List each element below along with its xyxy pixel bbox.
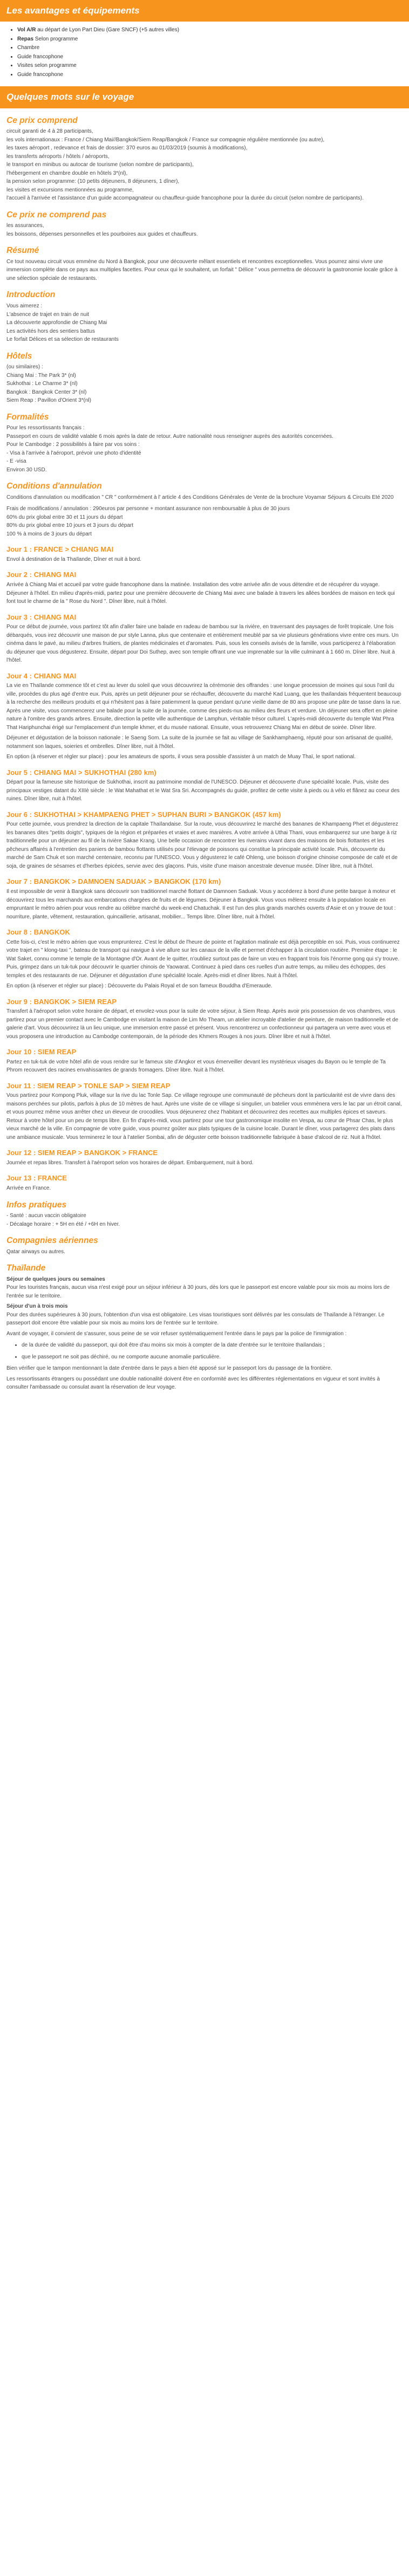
day-section [6,1149,403,1167]
thailande-after-text: Bien vérifier que le tampon mentionnant la date d'entrée dans le pays a bien été apposé sur le passeport lors du passage de la frontière. [6,1365,332,1372]
day-paragraph: Vous partirez pour Kompong Pluk, village sur la rive du lac Tonle Sap. Ce village regroupe une communauté de pêcheurs dont la particularité est de vivre dans des maisons perchées sur pilotis, parfois à plus de 10 mètres de haut. Après une visite de ce village si singulier, un batelier vous emmènera vers le lac par un étroit canal, et vous pourrez même vous arrêter chez un éleveur de crocodiles. Vous déjeunerez chez l'habitant et découvrirez des recettes aux multiples épices et saveurs. Retour à votre hôtel pour un peu de temps libre. En fin d'après-midi, vous partirez pour une tour gastronomique insolite en Vespa, au cœur de Phsar Chas, le plus vieux marché de la ville. En compagnie de votre guide, vous pourrez goûter aux plats typiques de la cuisine locale. Durant le dîner, vous partagerez des plats dans une ambiance musicale. Vous terminerez le tour à l'atelier Sombai, afin de déguster cette boisson traditionnelle fabriquée à base d'alcool de riz. Nuit à l'hôtel. [6,1093,402,1141]
text-line: (ou similaires) : [6,364,43,370]
advantage-item-text: Guide francophone [17,53,64,60]
trip-words-banner: Quelques mots sur le voyage [0,86,409,108]
day-section [6,877,403,921]
companies-title: Compagnies aériennes [6,1236,98,1246]
text-line: - Décalage horaire : + 5H en été / +6H en hiver. [6,1221,120,1227]
advantage-item [17,44,409,52]
advantages-list [0,26,409,79]
text-line: l'accueil à l'arrivée et l'assistance d'un guide accompagnateur ou chauffeur-guide francophone pour la durée du circuit (selon nombre de participants). [6,195,364,202]
formalites-list [6,424,403,474]
text-line: Qatar airways ou autres. [6,1248,65,1255]
day-paragraph: Déjeuner et dégustation de la boisson nationale : le Saeng Som. La suite de la journée se fait au village de Sankhamphaeng, réputé pour son artisanat de qualité, notamment son laques, soieries et ombrelles. Dîner libre, nuit à l'hôtel. [6,735,393,750]
itinerary [6,545,403,1192]
text-line: 100 % à moins de 3 jours du départ [6,531,92,537]
infos-list [6,1212,403,1228]
text-line: les visites et excursions mentionnées au programme, [6,187,134,193]
advantage-item [17,26,409,35]
conditions-title: Conditions d'annulation [6,482,102,491]
text-line: l'hébergement en chambre double en hôtels 3*(nl), [6,170,128,176]
prix-non-compris-list [6,222,403,238]
text-line: - Visa à l'arrivée à l'aéroport, prévoir une photo d'identité [6,450,141,456]
advantage-item-text: au départ de Lyon Part Dieu (Gare SNCF) (+5 autres villes) [36,27,180,33]
text-line: Vous aimerez : [6,303,43,310]
day-paragraph: Il est impossible de venir à Bangkok sans découvrir son traditionnel marché flottant de Damnoen Saduak. Vous y accéderez à bord d'une petite barque à moteur et découvrirez tous les marchands aux embarcations chargées de fruits et de légumes. Déjeuner à Bangkok. Vous vous mêlerez ensuite à la population locale en empruntant le métro aérien pour vous rendre au célèbre marché du week-end Chatuchak. Il est l'un des plus grands marchés ouverts d'Asie et on y trouve de tout : nourriture, plante, vêtement, restauration, quincaillerie, artisanat, mobilier... Temps libre. Dîner libre, nuit à l'hôtel. [6,889,396,920]
day-title: Jour 13 : FRANCE [6,1174,67,1183]
day-title: Jour 4 : CHIANG MAI [6,671,77,680]
advantage-item [17,61,409,70]
prix-compris-list [6,127,403,203]
day-section [6,998,403,1041]
day-section [6,1174,403,1192]
day-title: Jour 7 : BANGKOK > DAMNOEN SADUAK > BANGKOK (170 km) [6,877,221,886]
advantage-item [17,71,409,79]
day-title: Jour 1 : FRANCE > CHIANG MAI [6,545,114,554]
day-paragraph: Départ pour la fameuse site historique de Sukhothai, inscrit au patrimoine mondial de l'UNESCO. Déjeuner et découverte d'une spécialité locale. Puis, visite des principaux vestiges datant du XIIIè siècle : le Wat Mahathat et le Wat Sra Sri. Accompagnés du guide, profitez de cette visite à pieds ou à vélo et flânez au coeur des ruines. Dîner libre, nuit à l'hôtel. [6,779,400,802]
text-line: La découverte approfondie de Chiang Mai [6,320,107,326]
advantage-item-bold: Vol A/R [17,27,36,33]
formalites-title: Formalités [6,412,49,422]
day-title: Jour 2 : CHIANG MAI [6,571,77,579]
day-title: Jour 3 : CHIANG MAI [6,613,77,621]
text-line: Sukhothai : Le Charme 3* (nl) [6,381,78,387]
text-line: Les activités hors des sentiers battus [6,328,95,334]
thailande-bullet: • de la durée de validité du passeport, qui doit être d'au moins six mois à compter de la date d'entrée sur le territoire thaïlandais ; [22,1341,403,1350]
thailande-bullets [6,1341,403,1361]
text-line: Environ 30 USD. [6,466,47,473]
day-section [6,1048,403,1075]
day-paragraph: Pour cette journée, vous prendrez la direction de la capitale Thaïlandaise. Sur la route, vous découvrirez le marché des bananes de Khampaeng Phet et dégusterez les bananes dites "petits doigts", typiques de la région et préparées et vraies et avec manières. A votre arrivée à Uthai Thani, vous embarquerez sur une barge à riz traditionnelle pour un déjeuner au fil de la rivière Sakae Krang. Une belle occasion de rencontrer les riverains vivant dans des maisons de bois flottantes et les pêcheurs affairés à l'entretien des paniers de bambou flottants utilisés pour l'élevage de poissons qui constitue la principale activité locale. Puis, découverte du marché de Sam Chuk et son marché centenaire, reconnu par l'UNESCO. Vous y dégusterez le café Ohleng, une boisson d'origine chinoise composée de café et de soja, de graines de sésames et d'herbes épicées, servie avec des glaçons. Puis, visite d'une maison ancestrale devenue musée. Dîner libre, nuit à l'hôtel. [6,821,398,869]
thailande-block-text: Avant de voyager, il convient de s'assurer, sous peine de se voir refuser systématiquement l'entrée dans le pays par la police de l'immigration : [6,1330,347,1337]
hotels-title: Hôtels [6,351,32,361]
day-section [6,545,403,564]
infos-title: Infos pratiques [6,1200,67,1210]
day-section [6,928,403,991]
text-line: Le forfait Délices et sa sélection de restaurants [6,336,119,343]
text-line: les transferts aéroports / hôtels / aéroports, [6,153,110,160]
day-title: Jour 6 : SUKHOTHAI > KHAMPAENG PHET > SUPHAN BURI > BANGKOK (457 km) [6,810,281,819]
thailande-block-text: Pour des durées supérieures à 30 jours, l'obtention d'un visa est obligatoire. Les visas touristiques sont délivrés par les consulats de Thaïlande à l'étranger. Le passeport doit encore être valable pour six mois au moins lors de l'entrée sur le territoire. [6,1311,385,1327]
conditions-list [6,493,403,539]
text-line: les vols internationaux : France / Chiang Mai//Bangkok/Siem Reap/Bangkok / France sur compagnie régulière mentionnée (ou autre), [6,136,325,143]
day-paragraph: Partez en tuk-tuk de votre hôtel afin de vous rendre sur le fameux site d'Angkor et vous émerveiller devant les mystérieux visages du Bayon ou le temple de Ta Phrom recouvert des racines envahissantes de grands fromagers. Dîner libre. Nuit à l'hôtel. [6,1059,386,1074]
text-line: - E -visa [6,458,26,465]
thailande-block-text: Pour les touristes français, aucun visa n'est exigé pour un séjour inférieur à 30 jours, dès lors que le passeport est encore valable pour six mois au moins lors de l'entrée sur le territoire. [6,1284,390,1299]
hotels-list [6,363,403,405]
text-line: 60% du prix global entre 30 et 11 jours du départ [6,514,123,520]
thailande-after-text: Les ressortissants étrangers ou possédant une double nationalité doivent être en conformité avec les différentes réglementations en vigueur et sont invités à consulter l'ambassade ou consulat avant la réservation de leur voyage. [6,1376,380,1391]
day-section [6,571,403,606]
text-line: Siem Reap : Pavillon d'Orient 3*(nl) [6,397,91,404]
text-line: circuit garanti de 4 à 28 participants, [6,128,93,135]
advantages-banner: Les avantages et équipements [0,0,409,22]
text-line: L'absence de trajet en train de nuit [6,311,90,318]
prix-compris-title: Ce prix comprend [6,115,78,125]
text-line: les boissons, dépenses personnelles et les pourboires aux guides et chauffeurs. [6,231,198,237]
text-line: - Santé : aucun vaccin obligatoire [6,1213,86,1219]
day-section [6,1082,403,1142]
day-title: Jour 8 : BANGKOK [6,928,70,936]
day-paragraph: Journée et repas libres. Transfert à l'aéroport selon vos horaires de départ. Embarquement, nuit à bord. [6,1159,254,1166]
day-section [6,810,403,871]
advantage-item [17,53,409,61]
thailande-title: Thaïlande [6,1263,46,1273]
text-line: Passeport en cours de validité valable 6 mois après la date de retour. Autre nationalité nous renseigner auprès des autorités concernées. [6,433,333,439]
text-line: le transport en minibus ou autocar de tourisme (selon nombre de participants), [6,162,194,168]
advantage-item [17,35,409,44]
advantage-item-text: Chambre [17,45,40,51]
text-line: les taxes aéroport , redevance et frais de dossier: 370 euros au 01/03/2019 (soumis à modifications), [6,145,248,152]
day-title: Jour 12 : SIEM REAP > BANGKOK > FRANCE [6,1149,158,1157]
day-title: Jour 5 : CHIANG MAI > SUKHOTHAI (280 km) [6,768,156,777]
day-paragraph: Cette fois-ci, c'est le métro aérien que vous emprunterez. C'est le début de l'heure de pointe et l'agitation matinale est déjà perceptible en soi. Puis, vous continuerez votre trajet en " klong-taxi ", bateau de transport qui navigue à vive allure sur les canaux de la ville et permet d'échapper à la circulation routière. Première étape : le Wat Saket, connu comme le temple de la Montagne d'Or. Avant de le quitter, n'oubliez surtout pas de faire un vœu en frappant trois fois l'énorme gong qui s'y trouve. Puis, grimpez dans un tuk-tuk pour découvrir le quartier chinois de Yaowarat. Continuez à pied dans ces ruelles d'un autre temps, au milieu des échoppes, des temples et des restaurants de rue. Déjeuner et dégustation d'une spécialité locale. Après-midi et dîner libres. Nuit à l'hôtel. [6,939,400,979]
day-title: Jour 11 : SIEM REAP > TONLE SAP > SIEM REAP [6,1081,171,1090]
text-line: Frais de modifications / annulation : 290euros par personne + montant assurance non remboursable à plus de 30 jours [6,506,290,512]
text-line: les assurances, [6,223,44,229]
thailande-block-heading: Séjour de quelques jours ou semaines [6,1276,105,1282]
day-section [6,613,403,665]
day-paragraph: Envol à destination de la Thaïlande, Dîner et nuit à bord. [6,556,141,562]
day-paragraph: En option (à réserver et régler sur place) : Découverte du Palais Royal et de son fameux Bouddha d'Emeraude. [6,983,272,990]
text-line: Bangkok : Bangkok Center 3* (nl) [6,389,87,395]
day-paragraph: Arrivée à Chiang Mai et accueil par votre guide francophone dans la matinée. Installation des votre arrivée afin de vous détendre et de récupérer du voyage. Déjeuner à l'hôtel. En milieu d'après-midi, partez pour une première découverte de Chiang Mai avec une balade à travers les allées bordées de maison en teck qui font tout le charme de la " Rose du Nord ". Dîner libre, nuit à l'hôtel. [6,582,395,605]
introduction-list [6,302,403,344]
text-line: Chiang Mai : The Park 3* (nl) [6,372,76,379]
resume-text: Ce tout nouveau circuit vous emmène du Nord à Bangkok, pour une découverte mêlant essentiels et rencontres exceptionnelles. Vous pourrez ainsi vivre une immersion complète dans ce pays aux multiples facettes. Pour ceux qui le souhaitent, un forfait " Délice " vous permettra de découvrir la gastronomie locale grâce à une sélection spéciale de restaurants. [6,258,398,281]
introduction-title: Introduction [6,290,56,300]
companies-list [6,1248,403,1256]
text-line: Pour le Cambodge : 2 possibilités à faire par vos soins : [6,442,140,448]
trip-content [0,116,409,1392]
day-paragraph: En option (à réserver et régler sur place) : pour les amateurs de sports, il vous sera possible d'assister à un match de Muay Thaï, le sport national. [6,754,356,760]
prix-non-compris-title: Ce prix ne comprend pas [6,210,107,219]
advantage-item-text: Selon programme [33,36,78,42]
thailande-after [6,1364,403,1392]
advantage-item-text: Guide francophone [17,71,64,78]
day-paragraph: Transfert à l'aéroport selon votre horaire de départ, et envolez-vous pour la suite de votre séjour, à Siem Reap. Après avoir pris possession de vos chambres, vous partirez pour un premier contact avec le Cambodge en visitant la maison de Lim Mo Theam, un atelier incroyable d'atelier de peinture, de maison traditionnelle et de galerie d'art. Vous découvrirez là un lieu unique, une immersion entre passé et présent. Vous rencontrerez un confectionneur qui partagera un verre avec vous et vous proposera une introduction au Cambodge contemporain, de la période des Khmers Rouges à nos jours. Dîner libre et nuit à l'hôtel. [6,1008,399,1040]
advantage-item-bold: Repas [17,36,34,42]
day-section [6,768,403,803]
day-title: Jour 9 : BANGKOK > SIEM REAP [6,997,117,1006]
thailande-bullet: • que le passeport ne soit pas déchiré, ou ne comporte aucune anomalie particulière. [22,1353,403,1362]
text-line: Pour les ressortissants français : [6,425,85,431]
text-line: la pension selon programme: (10 petits déjeuners, 8 déjeuners, 1 dîner), [6,178,180,185]
text-line: Conditions d'annulation ou modification " CR " conformément à l' article 4 des Conditions Générales de Vente de la brochure Voyamar Séjours & Circuits Eté 2020 [6,494,394,500]
day-paragraph: La vie en Thaïlande commence tôt et c'est au lever du soleil que vous découvrirez la cérémonie des offrandes : une longue procession de moines qui sous l'œil du ville, procèdes du plus agé d'entre eux. Puis, après un petit déjeuner pour se réchauffer, découverte du marché Kad Luang, que les thaïlandais fréquentent beaucoup à la recherche des meilleurs produits et qui n'hésitent pas à faire patiemment la queue pendant qu'une vieille dame de 80 ans propose une pâte de tasse dans la rue. Après une visite, vous commencerez une balade pour la suite de la journée, comme des pieds-nus au milieu des fleurs et verdure. Un déjeuner sera offert en pleine nature à l'ombre des grands arbres. Ensuite, direction la petite ville authentique de Lamphun, véritable trésor culturel. L'après-midi découverte du temple Wat Phra That Hariphunchai érigé sur l'emplacement d'un temple khmer, et du musée national. Ensuite, vous retrouverez Chiang Mai en début de soirée. Dîner libre. [6,683,401,731]
day-paragraph: Pour ce début de journée, vous partirez tôt afin d'aller faire une balade en radeau de bambou sur la rivière, en traversant des paysages de forêt tropicale. Une fois débarqués, vous irez découvrir une maison de pur style Lanna, plus que centenaire et entièrement meublé par sa vie plusieurs générations vivre entre ces murs. Un cinéma dans le pavé, au milieu d'arbres fruitiers, de plantes médicinales et d'aromates. Puis, sous les conseils avisés de la famille, vous participerez à l'élaboration du déjeuner que vous dégusterez. Ensuite, départ pour Doi Suthep, avec son temple offrant une vue imprenable sur la ville culminant à 1 660 m. Dîner libre. Nuit à l'hôtel. [6,624,399,664]
thailande-blocks [6,1275,403,1338]
text-line: 80% du prix global entre 10 jours et 3 jours du départ [6,523,134,529]
thailande-block-heading: Séjour d'un à trois mois [6,1303,68,1310]
resume-title: Résumé [6,246,39,256]
day-section [6,672,403,761]
advantage-item-text: Visites selon programme [17,63,77,69]
day-title: Jour 10 : SIEM REAP [6,1048,77,1056]
day-paragraph: Arrivée en France. [6,1185,51,1192]
